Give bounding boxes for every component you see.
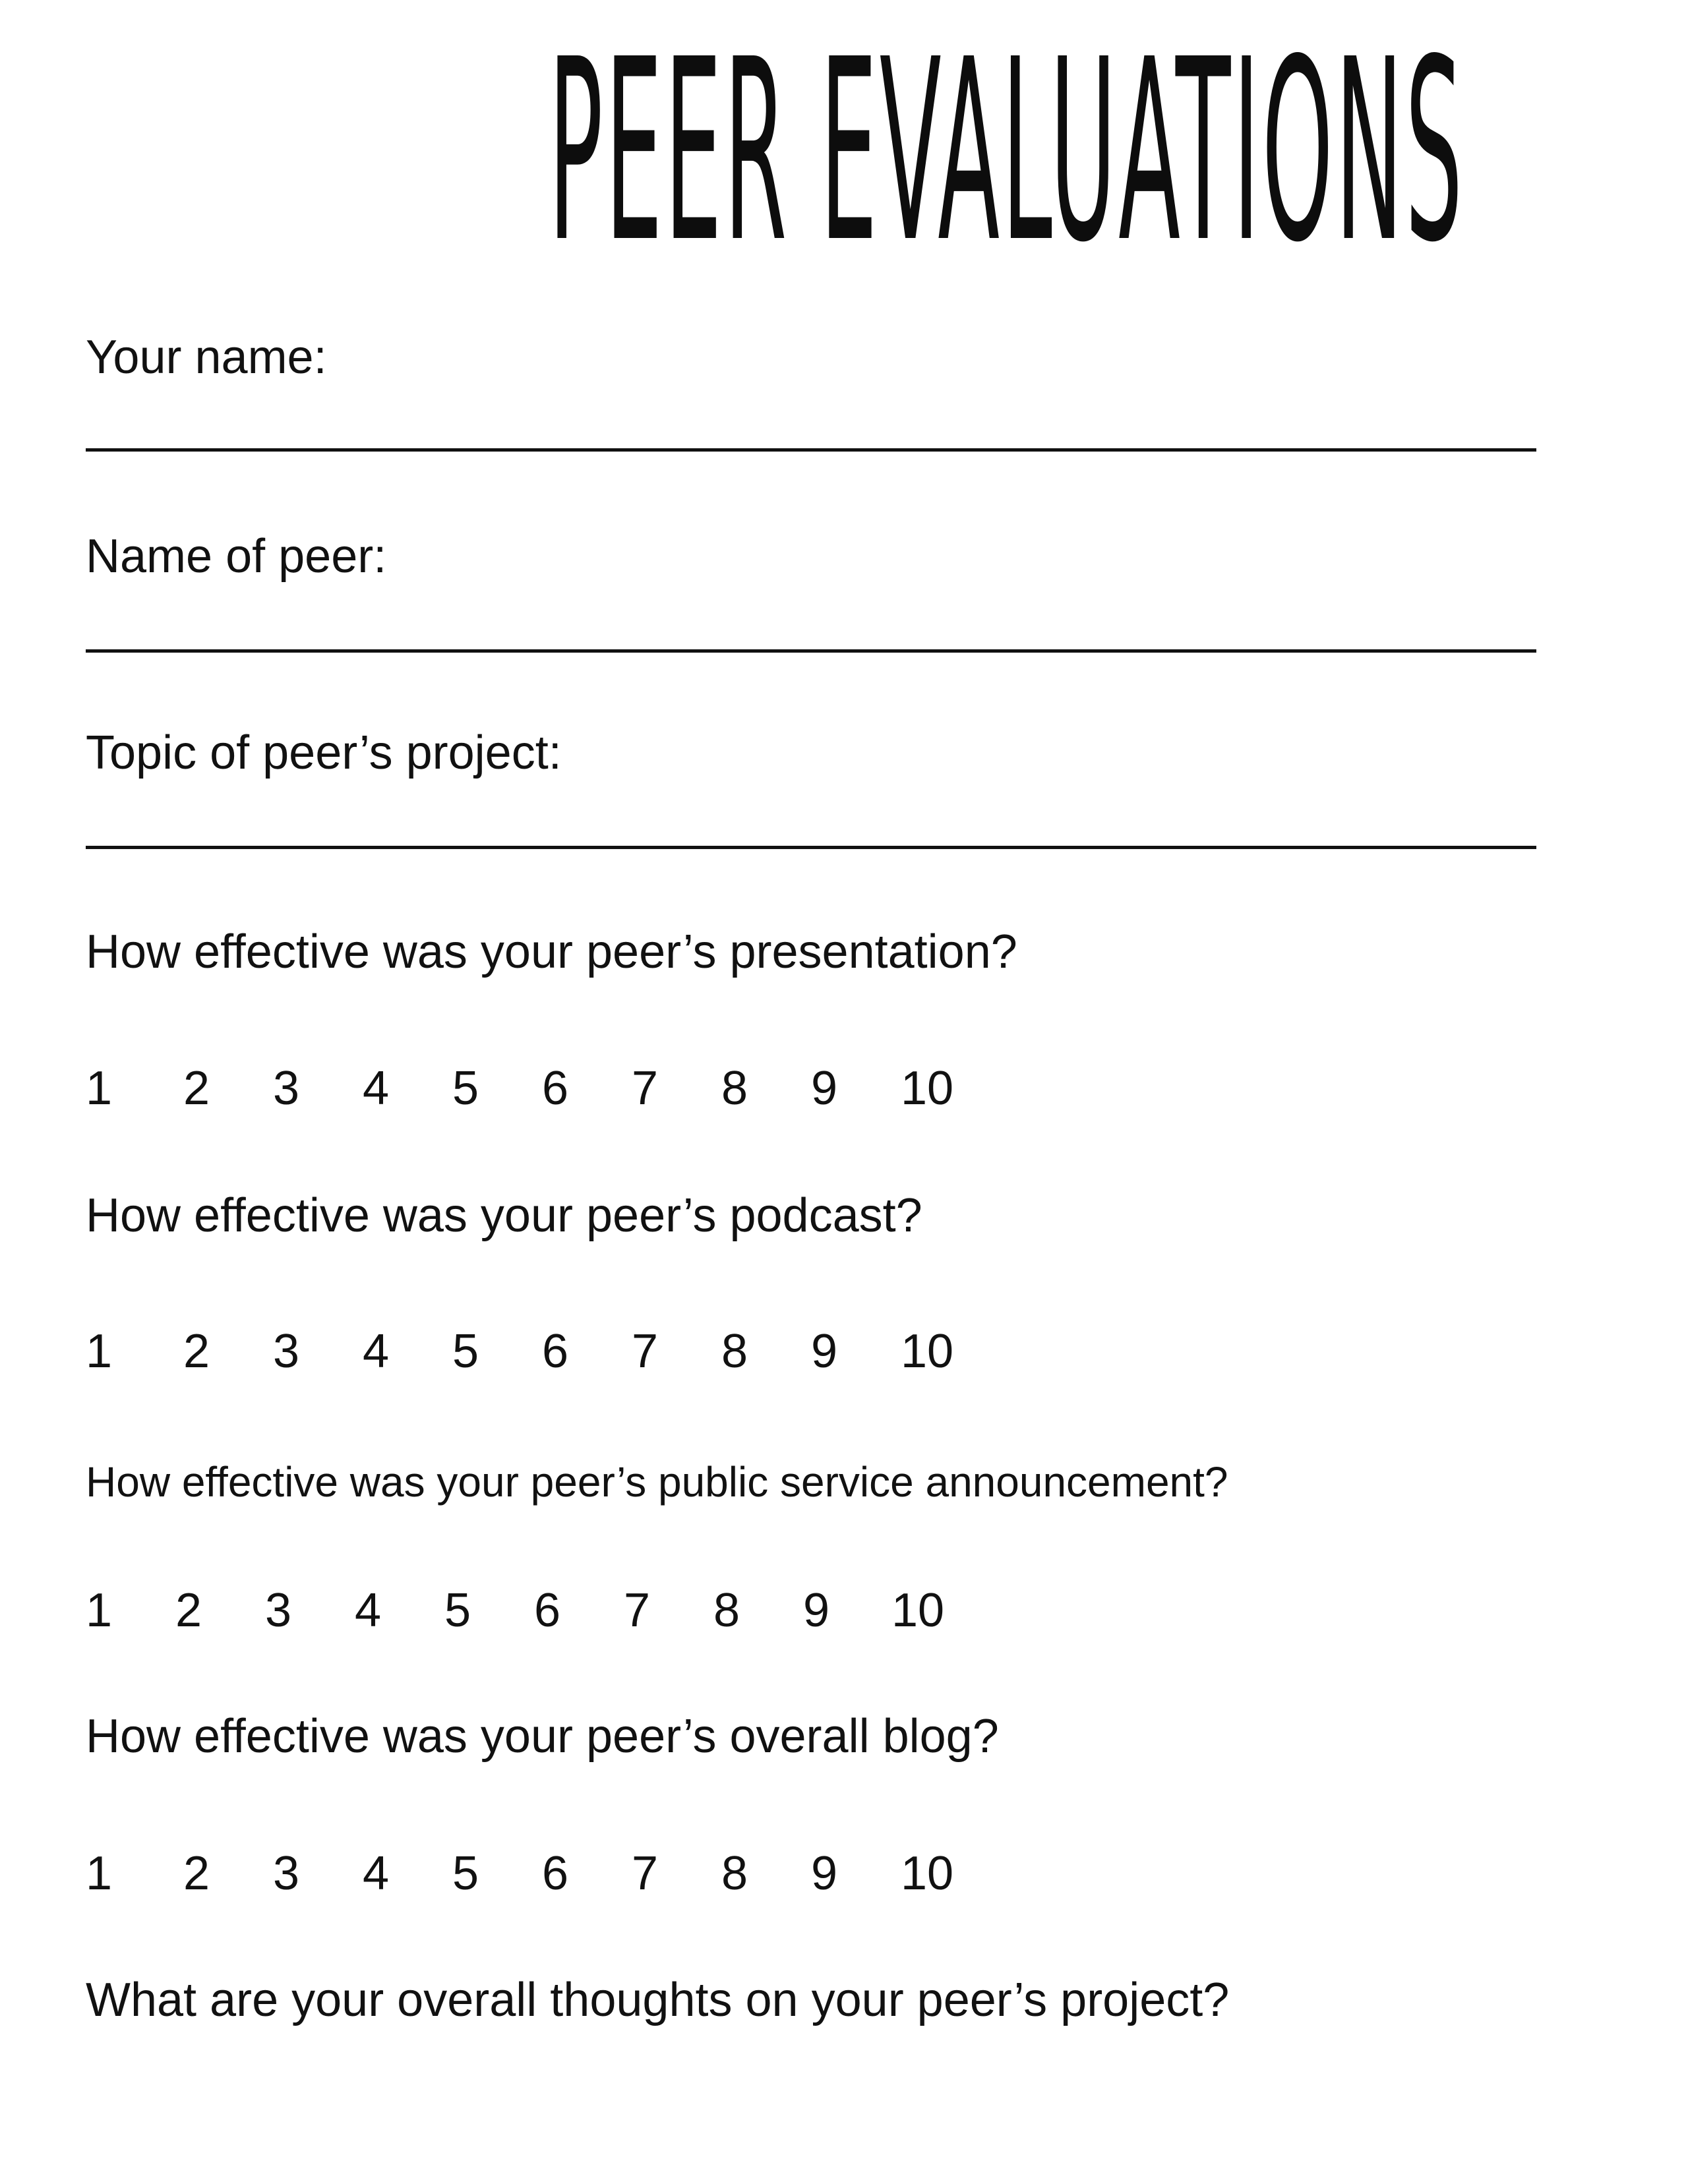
rating-option[interactable]: 1: [86, 1847, 113, 1900]
rating-option[interactable]: 2: [183, 1325, 210, 1378]
rating-option[interactable]: 5: [444, 1584, 471, 1637]
rating-option[interactable]: 3: [273, 1847, 300, 1900]
rating-option[interactable]: 4: [355, 1584, 382, 1637]
rating-option[interactable]: 4: [363, 1847, 390, 1900]
rating-option[interactable]: 9: [803, 1584, 830, 1637]
topic-label: Topic of peer’s project:: [86, 726, 562, 779]
question-overall-thoughts: What are your overall thoughts on your peer’s project?: [86, 1974, 1230, 2026]
rating-option[interactable]: 10: [901, 1847, 954, 1900]
rating-option[interactable]: 9: [811, 1325, 838, 1378]
rating-option[interactable]: 1: [86, 1584, 113, 1637]
rating-option[interactable]: 6: [542, 1325, 569, 1378]
your-name-label: Your name:: [86, 331, 327, 384]
page-title: PEER EVALUATIONS: [549, 5, 1465, 297]
rating-option[interactable]: 4: [363, 1325, 390, 1378]
rating-option[interactable]: 2: [175, 1584, 202, 1637]
rating-option[interactable]: 1: [86, 1062, 113, 1115]
rating-option[interactable]: 7: [632, 1062, 659, 1115]
rating-option[interactable]: 4: [363, 1062, 390, 1115]
question-presentation: How effective was your peer’s presentation?: [86, 926, 1017, 978]
rating-option[interactable]: 9: [811, 1062, 838, 1115]
question-psa: How effective was your peer’s public service announcement?: [86, 1458, 1228, 1506]
rating-option[interactable]: 6: [542, 1062, 569, 1115]
rating-option[interactable]: 2: [183, 1062, 210, 1115]
peer-name-label: Name of peer:: [86, 530, 387, 583]
rating-option[interactable]: 9: [811, 1847, 838, 1900]
rating-option[interactable]: 10: [901, 1062, 954, 1115]
rating-option[interactable]: 8: [721, 1325, 748, 1378]
peer-name-line[interactable]: [86, 649, 1536, 653]
rating-option[interactable]: 6: [534, 1584, 561, 1637]
rating-option[interactable]: 8: [721, 1847, 748, 1900]
question-blog: How effective was your peer’s overall blog?: [86, 1710, 999, 1763]
topic-line[interactable]: [86, 846, 1536, 849]
question-podcast: How effective was your peer’s podcast?: [86, 1189, 922, 1242]
rating-option[interactable]: 8: [713, 1584, 740, 1637]
rating-option[interactable]: 3: [273, 1062, 300, 1115]
rating-option[interactable]: 7: [624, 1584, 651, 1637]
rating-option[interactable]: 3: [273, 1325, 300, 1378]
rating-option[interactable]: 1: [86, 1325, 113, 1378]
rating-option[interactable]: 10: [891, 1584, 945, 1637]
rating-option[interactable]: 6: [542, 1847, 569, 1900]
rating-option[interactable]: 5: [452, 1847, 479, 1900]
rating-option[interactable]: 7: [632, 1325, 659, 1378]
rating-option[interactable]: 5: [452, 1062, 479, 1115]
rating-option[interactable]: 3: [265, 1584, 292, 1637]
rating-option[interactable]: 5: [452, 1325, 479, 1378]
rating-option[interactable]: 8: [721, 1062, 748, 1115]
rating-option[interactable]: 2: [183, 1847, 210, 1900]
your-name-line[interactable]: [86, 448, 1536, 452]
rating-option[interactable]: 7: [632, 1847, 659, 1900]
rating-option[interactable]: 10: [901, 1325, 954, 1378]
